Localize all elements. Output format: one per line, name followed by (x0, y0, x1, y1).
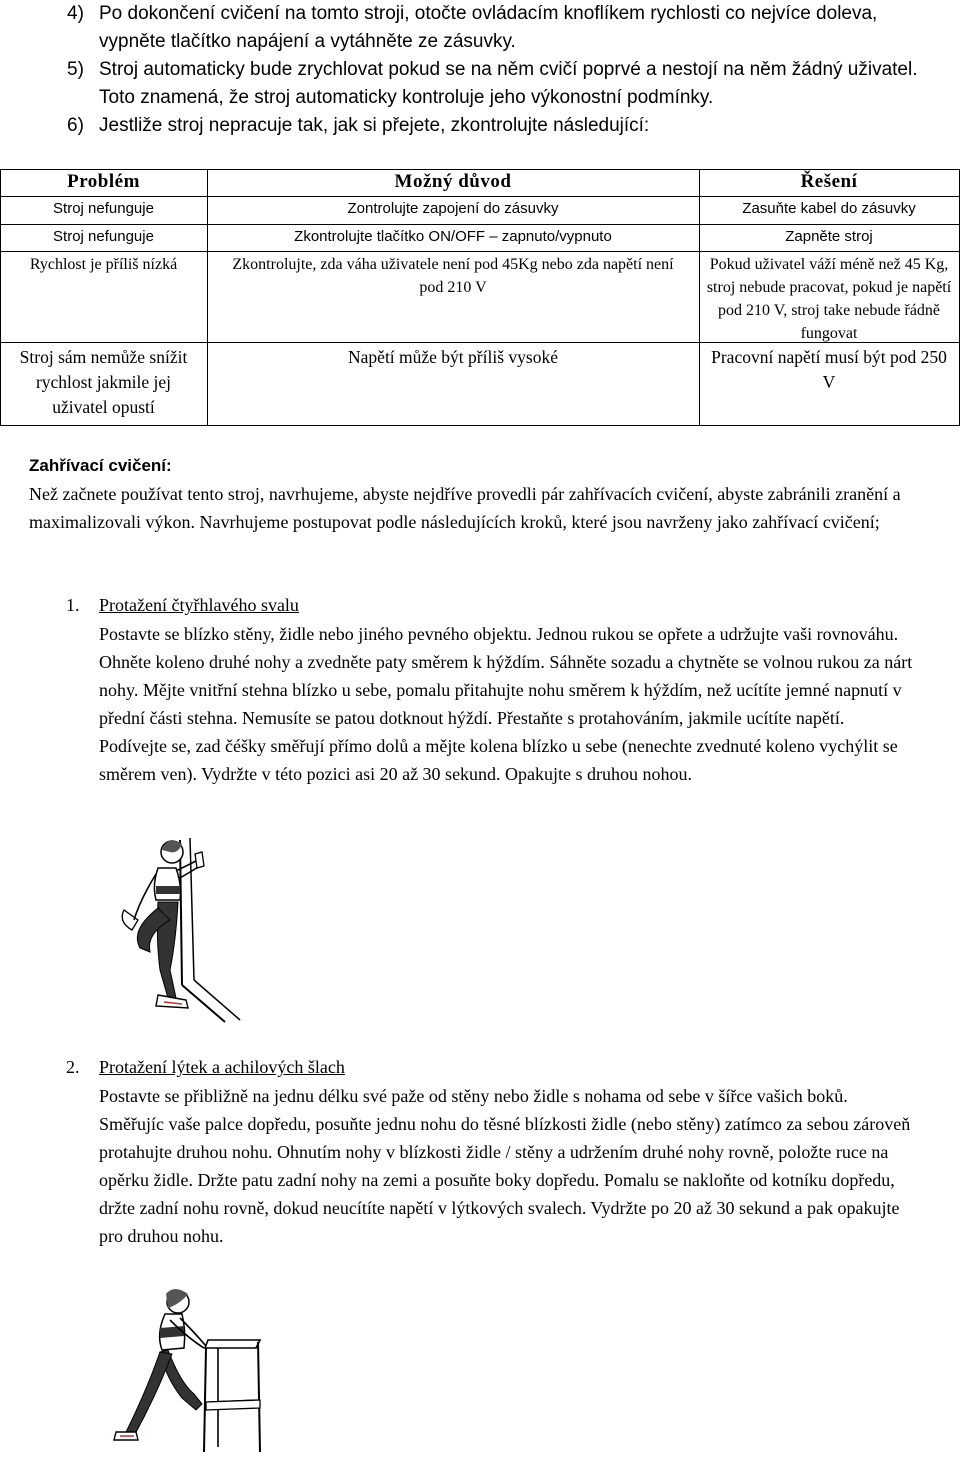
table-border (0, 425, 960, 426)
table-header-solution: Řešení (800, 171, 858, 192)
table-cell: Pracovní napětí musí být pod 250 V (711, 347, 947, 392)
exercise-number: 1. (66, 595, 80, 615)
table-cell: Stroj nefunguje (53, 200, 154, 217)
table-cell: Pokud uživatel váží méně než 45 Kg, stroj nebude pracovat, pokud je napětí pod 210 V, stroj take nebude řádně fungovat (706, 256, 952, 342)
table-border (0, 251, 960, 252)
exercise-text: Postavte se blízko stěny, židle nebo jiného pevného objektu. Jednou rukou se opřete a udržujte vaši rovnováhu. Ohněte koleno druhé nohy a zvedněte paty směrem k hýždím. Sáhněte sozadu a chytněte se volnou rukou za nárt nohy. Mějte vnitřní stehna blízko u sebe, pomalu přitahujte nohu směrem k hýždím, než ucítíte jemné napnutí v přední části stehna. Nemusíte se patou dotknout hýždí. Přestaňte s protahováním, jakmile ucítíte napětí. Podívejte se, zad čéšky směřují přímo dolů a mějte kolena blízko u sebe (nenechte zvednuté koleno vychýlit se směrem ven). Vydržte v této pozici asi 20 až 30 sekund. Opakujte s druhou nohou. (99, 624, 913, 784)
section-paragraph: Než začnete používat tento stroj, navrhujeme, abyste nejdříve provedli pár zahřívacích cvičení, abyste zabránili zranění a maximalizovali výkon. Navrhujeme postupovat podle následujících kroků, které jsou navrženy jako zahřívací cvičení; (29, 484, 901, 532)
table-header-reason: Možný důvod (394, 171, 512, 192)
exercise-title: Protažení čtyřhlavého svalu (99, 595, 299, 615)
table-cell: Zkontrolujte, zda váha uživatele není pod 45Kg nebo zda napětí není pod 210 V (232, 256, 674, 296)
list-text: Stroj automaticky bude zrychlovat pokud se na něm cvičí poprvé a nestojí na něm žádný uživatel. Toto znamená, že stroj automaticky kontroluje jeho výkonostní podmínky. (99, 59, 918, 108)
list-number: 4) (67, 3, 84, 24)
table-cell: Stroj sám nemůže snížit rychlost jakmile jej uživatel opustí (19, 347, 188, 417)
section-title: Zahřívací cvičení: (29, 456, 172, 475)
calf-stretch-illustration (110, 1282, 285, 1460)
table-cell: Napětí může být příliš vysoké (348, 347, 558, 367)
table-cell: Zontrolujte zapojení do zásuvky (347, 200, 559, 217)
table-cell: Zasuňte kabel do zásuvky (742, 200, 916, 217)
list-number: 5) (67, 59, 84, 80)
list-text: Po dokončení cvičení na tomto stroji, otočte ovládacím knoflíkem rychlosti co nejvíce doleva, vypněte tlačítko napájení a vytáhněte ze zásuvky. (99, 3, 878, 52)
table-cell: Stroj nefunguje (53, 228, 154, 245)
table-cell: Rychlost je příliš nízká (29, 256, 178, 273)
table-cell: Zapněte stroj (785, 228, 873, 245)
exercise-number: 2. (66, 1057, 80, 1077)
troubleshooting-table (0, 169, 960, 426)
exercise-title: Protažení lýtek a achilových šlach (99, 1057, 345, 1077)
table-header-problem: Problém (67, 171, 140, 192)
quadriceps-stretch-illustration (90, 830, 265, 1025)
table-cell: Zkontrolujte tlačítko ON/OFF – zapnuto/vypnuto (294, 228, 612, 245)
list-text: Jestliže stroj nepracuje tak, jak si přejete, zkontrolujte následující: (99, 115, 650, 136)
exercise-text: Postavte se přibližně na jednu délku své paže od stěny nebo židle s nohama od sebe v šířce vašich boků. Směřujíc vaše palce dopředu, posuňte jednu nohu do těsné blízkosti židle (nebo stěny) zatímco za sebou zároveň protahujte druhou nohu. Ohnutím nohy v blízkosti židle / stěny a udržením druhé nohy rovně, položte ruce na opěrku židle. Držte patu zadní nohy na zemi a posuňte boky dopředu. Pomalu se nakloňte od kotníku dopředu, držte zadní nohu rovně, dokud neucítíte napětí v lýtkových svalech. Vydržte po 20 až 30 sekund a pak opakujte pro druhou nohu. (99, 1086, 911, 1246)
list-number: 6) (67, 115, 84, 136)
